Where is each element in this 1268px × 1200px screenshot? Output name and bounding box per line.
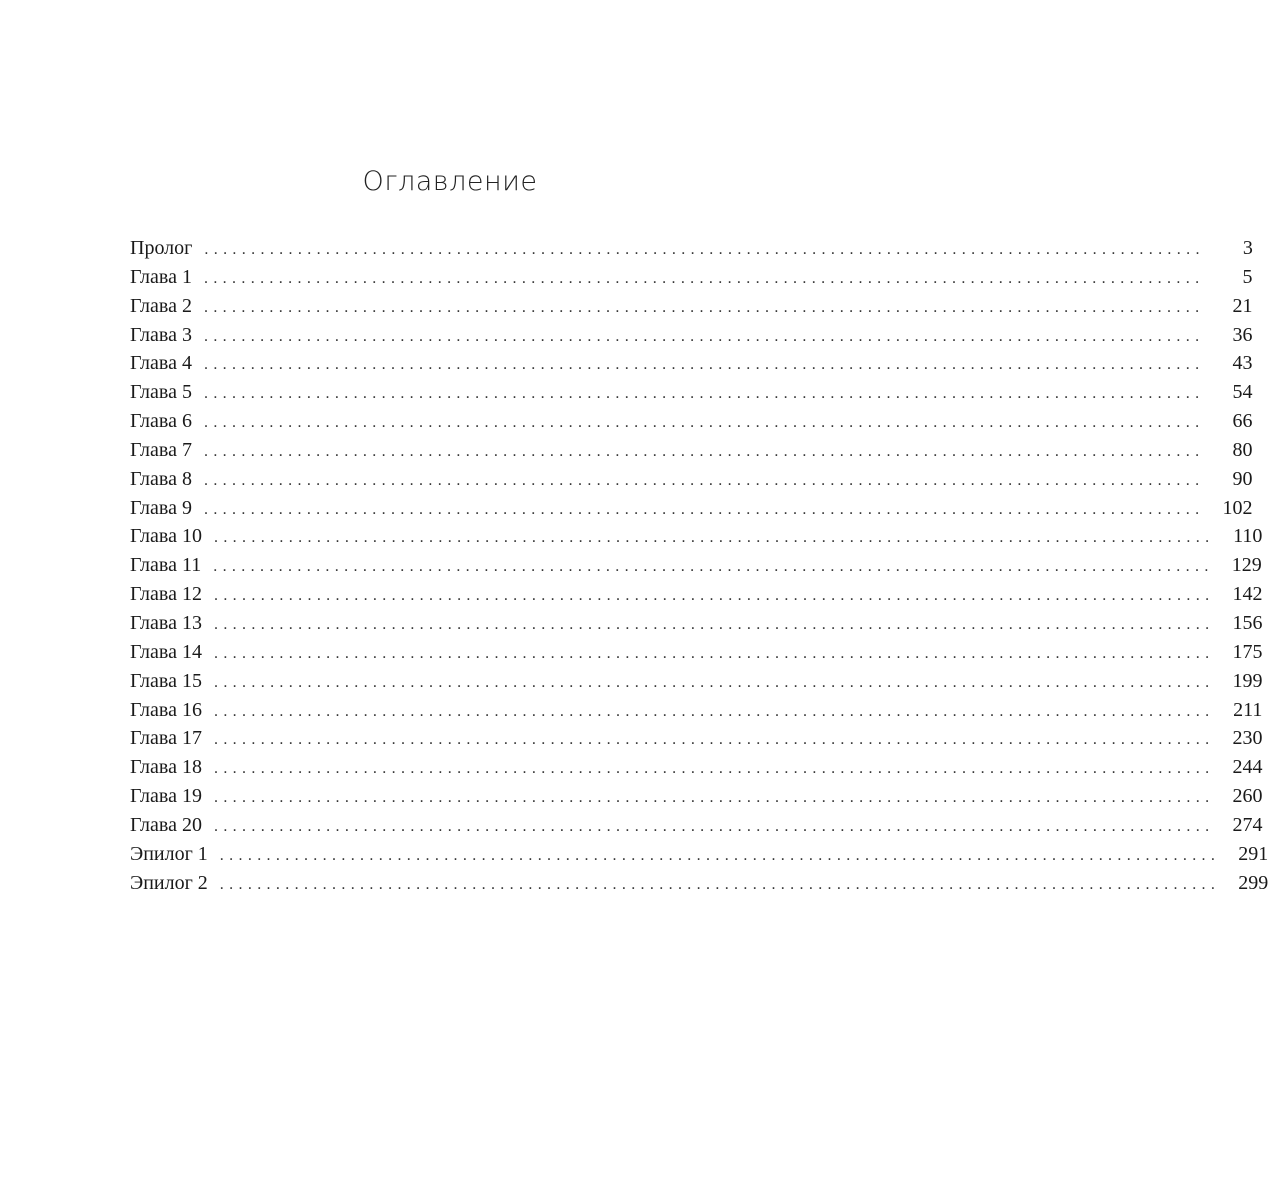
toc-entry[interactable] [130, 294, 1253, 324]
toc-entry-page-number: 66 [1232, 410, 1253, 433]
toc-entry-page-number: 36 [1232, 323, 1253, 346]
toc-dot-leader: ........................................................................................................... [213, 731, 1215, 749]
toc-dot-leader: ........................................................................................................... [213, 529, 1215, 547]
toc-entry-label: Глава 12 [130, 583, 202, 606]
toc-dot-leader: ........................................................................................................... [203, 500, 1205, 518]
toc-entry-label: Глава 20 [130, 813, 202, 836]
toc-dot-leader: ........................................................................................................... [213, 817, 1215, 835]
toc-entry-page-number: 3 [1242, 237, 1253, 259]
toc-entry-page-number: 244 [1232, 756, 1263, 779]
toc-entry-page-number: 211 [1233, 698, 1263, 721]
toc-entry-page-number: 274 [1232, 813, 1263, 836]
toc-entry[interactable] [130, 237, 1253, 266]
toc-entry-label: Эпилог 1 [130, 842, 208, 865]
toc-entry-page-number: 90 [1232, 467, 1253, 490]
toc-entry[interactable] [130, 525, 1263, 554]
toc-dot-leader: ........................................................................................................... [203, 442, 1205, 460]
toc-entry-label: Глава 19 [130, 785, 202, 808]
toc-entry[interactable] [130, 323, 1253, 353]
toc-entry-label: Глава 16 [130, 698, 202, 721]
toc-entry-page-number: 43 [1232, 352, 1253, 375]
toc-dot-leader: ........................................................................................................... [213, 789, 1215, 807]
toc-entry-page-number: 299 [1238, 871, 1268, 894]
toc-entry-label: Глава 2 [130, 294, 192, 317]
toc-dot-leader: ........................................................................................................... [203, 385, 1205, 403]
toc-entry-label: Глава 1 [130, 265, 192, 288]
toc-entry-label: Глава 3 [130, 323, 192, 346]
toc-entry-label: Глава 14 [130, 640, 202, 663]
toc-dot-leader: ........................................................................................................... [213, 760, 1215, 778]
toc-entry-page-number: 102 [1222, 496, 1253, 519]
toc-entry-page-number: 129 [1231, 554, 1262, 577]
toc-entry-page-number: 142 [1232, 583, 1263, 606]
toc-entry[interactable] [130, 611, 1263, 641]
toc-entry-page-number: 230 [1232, 727, 1263, 750]
toc-entry-page-number: 260 [1232, 785, 1263, 808]
toc-entry[interactable] [130, 871, 1268, 901]
toc-entry-label: Глава 5 [130, 381, 192, 404]
toc-entry-label: Глава 4 [130, 352, 192, 375]
toc-entry-page-number: 54 [1232, 381, 1253, 404]
toc-entry-label: Глава 13 [130, 611, 202, 634]
toc-dot-leader: ........................................................................................................... [213, 615, 1215, 633]
toc-dot-leader: ........................................................................................................... [203, 356, 1205, 374]
toc-entry-label: Эпилог 2 [130, 871, 208, 894]
toc-entry[interactable] [130, 727, 1263, 756]
toc-entry[interactable] [130, 265, 1253, 295]
toc-entry-page-number: 80 [1232, 438, 1253, 461]
toc-dot-leader: ........................................................................................................... [204, 241, 1205, 258]
toc-entry-page-number: 21 [1232, 294, 1253, 317]
toc-entry-label: Глава 11 [130, 554, 202, 577]
toc-entry-page-number: 291 [1238, 842, 1268, 865]
toc-title: Оглавление [362, 166, 538, 197]
toc-entry[interactable] [130, 785, 1263, 814]
toc-entry[interactable] [130, 842, 1268, 872]
toc-dot-leader: ........................................................................................................... [213, 644, 1215, 662]
toc-entry[interactable] [130, 669, 1263, 699]
toc-dot-leader: ........................................................................................................... [203, 414, 1205, 432]
toc-entry-label: Глава 7 [130, 438, 192, 461]
toc-entry-page-number: 110 [1233, 525, 1263, 548]
toc-dot-leader: ........................................................................................................... [213, 587, 1215, 605]
toc-dot-leader: ........................................................................................................... [213, 673, 1215, 691]
toc-dot-leader: ........................................................................................................... [213, 702, 1215, 720]
toc-dot-leader: ........................................................................................................... [213, 558, 1214, 576]
toc-entry[interactable] [130, 813, 1263, 843]
toc-entry-label: Глава 15 [130, 669, 202, 692]
toc-entry[interactable] [130, 698, 1263, 728]
toc-entry[interactable] [130, 438, 1253, 468]
toc-dot-leader: ........................................................................................................... [203, 471, 1205, 489]
toc-entry[interactable] [130, 756, 1263, 785]
toc-entry-label: Глава 18 [130, 756, 202, 779]
toc-entry-label: Глава 6 [130, 410, 192, 433]
toc-entry-label: Глава 10 [130, 525, 202, 548]
toc-dot-leader: ........................................................................................................... [219, 875, 1221, 893]
toc-dot-leader: ........................................................................................................... [203, 269, 1205, 287]
toc-entry-page-number: 156 [1232, 611, 1263, 634]
toc-dot-leader: ........................................................................................................... [219, 846, 1221, 864]
toc-entry-label: Глава 17 [130, 727, 202, 750]
toc-entry-label: Пролог [130, 237, 193, 259]
toc-entry[interactable] [130, 410, 1253, 439]
toc-entry-page-number: 175 [1232, 640, 1263, 663]
toc-entry[interactable] [130, 352, 1253, 381]
toc-list [130, 237, 1268, 900]
toc-entry-label: Глава 9 [130, 496, 192, 519]
toc-entry[interactable] [130, 554, 1262, 583]
toc-entry-label: Глава 8 [130, 467, 192, 490]
toc-entry[interactable] [130, 583, 1263, 612]
toc-dot-leader: ........................................................................................................... [203, 327, 1205, 345]
toc-entry[interactable] [130, 381, 1253, 410]
toc-entry-page-number: 5 [1242, 265, 1253, 288]
toc-dot-leader: ........................................................................................................... [203, 298, 1205, 316]
toc-entry[interactable] [130, 496, 1253, 526]
toc-entry[interactable] [130, 467, 1253, 497]
toc-entry-page-number: 199 [1232, 669, 1263, 692]
toc-entry[interactable] [130, 640, 1263, 670]
